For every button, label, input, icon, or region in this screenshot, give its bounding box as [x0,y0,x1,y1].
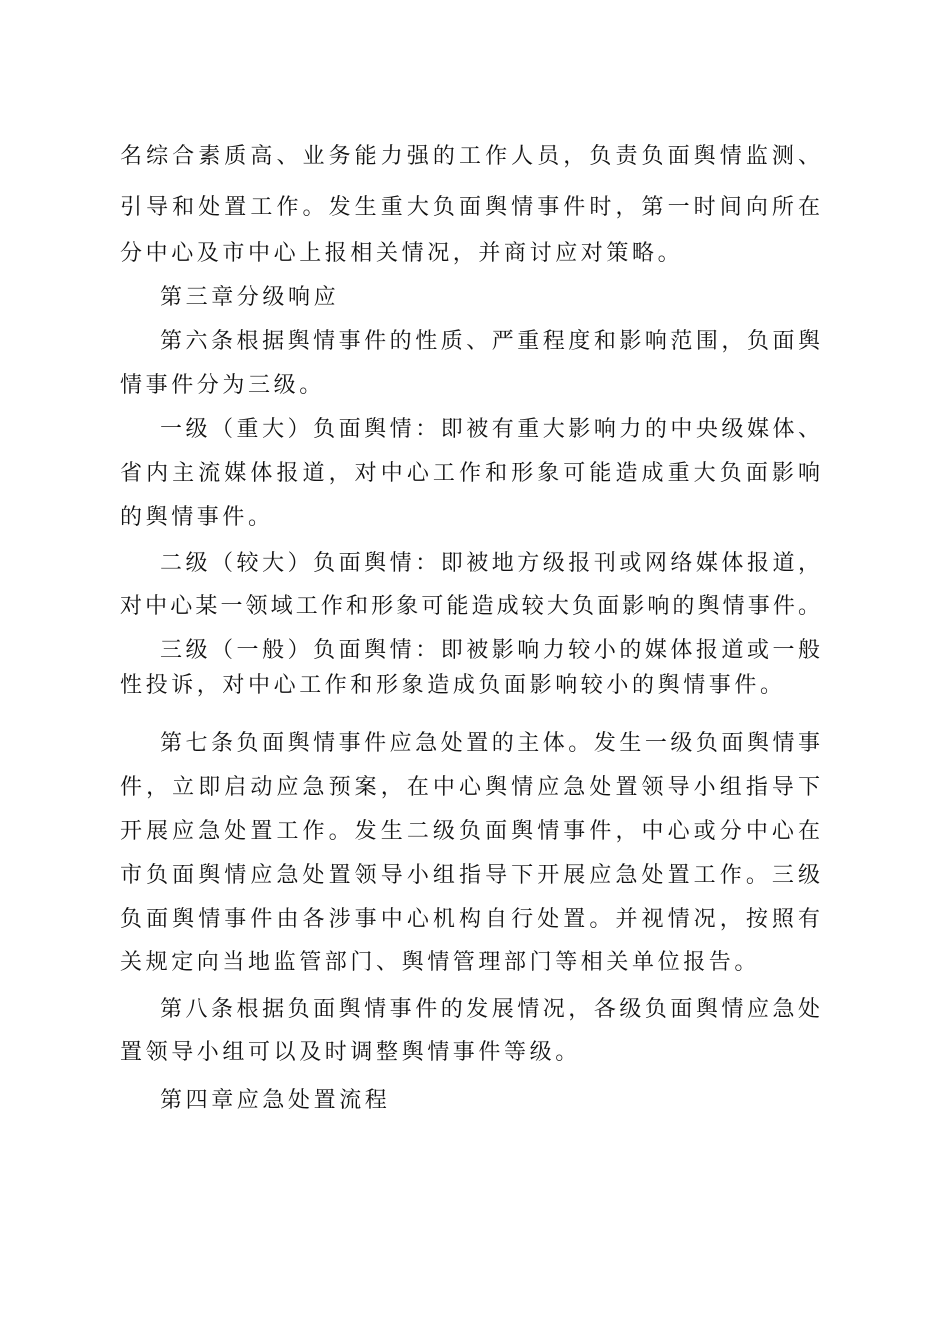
text-line: 分中心及市中心上报相关情况，并商讨应对策略。 [120,241,684,266]
chapter-heading: 第三章分级响应 [160,285,340,310]
text-line: 性投诉，对中心工作和形象造成负面影响较小的舆情事件。 [120,673,786,698]
text-line: 件，立即启动应急预案，在中心舆情应急处置领导小组指导下 [120,775,820,800]
text-line: 对中心某一领域工作和形象可能造成较大负面影响的舆情事件。 [120,594,820,619]
text-line: 省内主流媒体报道，对中心工作和形象可能造成重大负面影响 [120,461,820,486]
text-line: 的舆情事件。 [120,505,274,530]
text-line: 二级（较大）负面舆情：即被地方级报刊或网络媒体报道， [160,551,820,576]
text-line: 名综合素质高、业务能力强的工作人员，负责负面舆情监测、 [120,144,820,169]
text-line: 第六条根据舆情事件的性质、严重程度和影响范围，负面舆 [160,329,820,354]
text-line: 开展应急处置工作。发生二级负面舆情事件，中心或分中心在 [120,819,820,844]
text-line: 三级（一般）负面舆情：即被影响力较小的媒体报道或一般 [160,638,820,663]
text-line: 情事件分为三级。 [120,373,325,398]
text-line: 引导和处置工作。发生重大负面舆情事件时，第一时间向所在 [120,195,820,220]
text-line: 关规定向当地监管部门、舆情管理部门等相关单位报告。 [120,950,761,975]
text-line: 市负面舆情应急处置领导小组指导下开展应急处置工作。三级 [120,863,820,888]
text-line: 第七条负面舆情事件应急处置的主体。发生一级负面舆情事 [160,731,820,756]
text-line: 负面舆情事件由各涉事中心机构自行处置。并视情况，按照有 [120,907,820,932]
text-line: 一级（重大）负面舆情：即被有重大影响力的中央级媒体、 [160,417,820,442]
text-line: 置领导小组可以及时调整舆情事件等级。 [120,1040,581,1065]
text-line: 第八条根据负面舆情事件的发展情况，各级负面舆情应急处 [160,997,820,1022]
chapter-heading: 第四章应急处置流程 [160,1088,391,1113]
